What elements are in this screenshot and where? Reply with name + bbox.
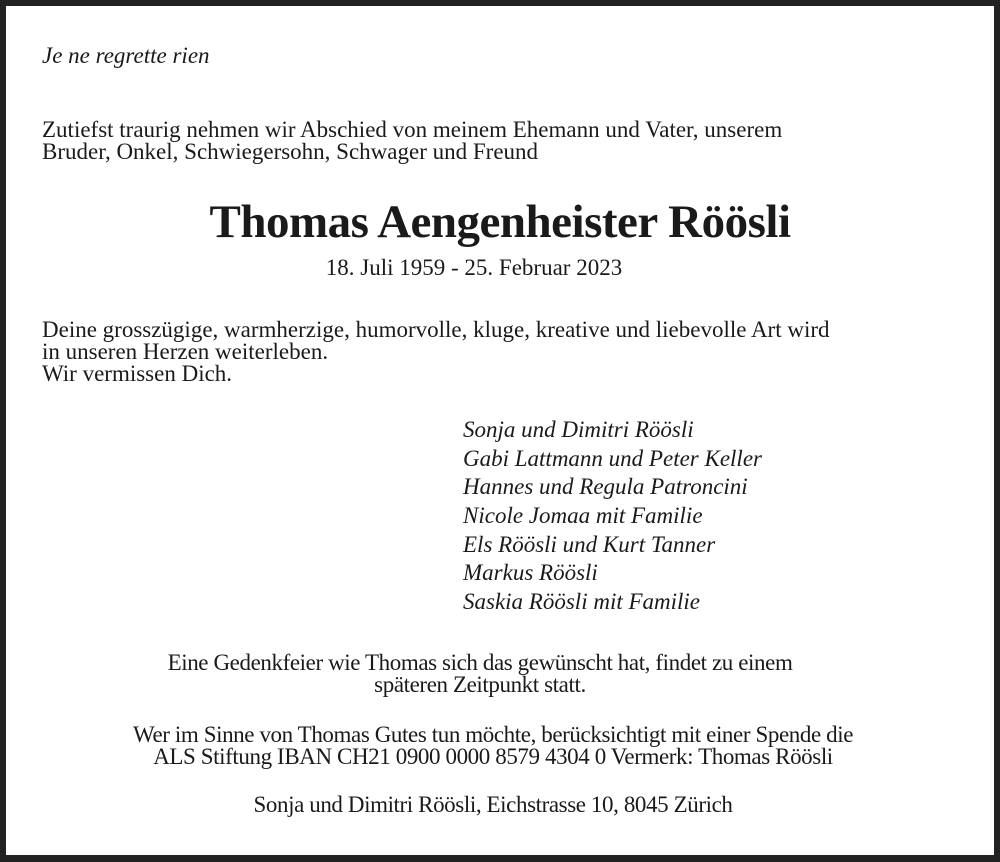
tribute-line: Wir vermissen Dich. [42, 361, 233, 386]
donation-notice [0, 724, 993, 768]
donation-line: Wer im Sinne von Thomas Gutes tun möchte, berücksichtigt mit einer Spende die [132, 722, 854, 747]
motto: Je ne regrette rien [42, 43, 210, 68]
intro-line: Bruder, Onkel, Schwiegersohn, Schwager und Freund [42, 139, 539, 164]
mourner: Hannes und Regula Patroncini [463, 474, 748, 500]
tribute-line: in unseren Herzen weiterleben. [42, 339, 329, 364]
memorial-notice [0, 652, 980, 696]
mourner: Sonja und Dimitri Röösli [463, 417, 694, 442]
life-dates: 18. Juli 1959 - 25. Februar 2023 [325, 255, 623, 280]
intro-text [42, 119, 782, 163]
memorial-line: Eine Gedenkfeier wie Thomas sich das gewünscht hat, findet zu einem [167, 650, 793, 675]
mourner: Gabi Lattmann und Peter Keller [463, 445, 762, 471]
mourner: Saskia Röösli mit Familie [463, 589, 701, 615]
tribute-line: Deine grosszügige, warmherzige, humorvolle, kluge, kreative und liebevolle Art wird [42, 317, 830, 342]
contact-address: Sonja und Dimitri Röösli, Eichstrasse 10, 8045 Zürich [253, 792, 733, 817]
memorial-line: späteren Zeitpunkt statt. [374, 672, 586, 697]
mourner: Nicole Jomaa mit Familie [463, 503, 703, 529]
mourner: Els Röösli und Kurt Tanner [463, 531, 716, 557]
mourner: Markus Röösli [463, 560, 598, 586]
mourners-list [463, 416, 762, 617]
tribute-text [42, 319, 830, 385]
donation-line: ALS Stiftung IBAN CH21 0900 0000 8579 4304 0 Vermerk: Thomas Röösli [153, 744, 833, 769]
deceased-name: Thomas Aengenheister Röösli [209, 196, 791, 248]
intro-line: Zutiefst traurig nehmen wir Abschied von meinem Ehemann und Vater, unserem [42, 117, 783, 142]
